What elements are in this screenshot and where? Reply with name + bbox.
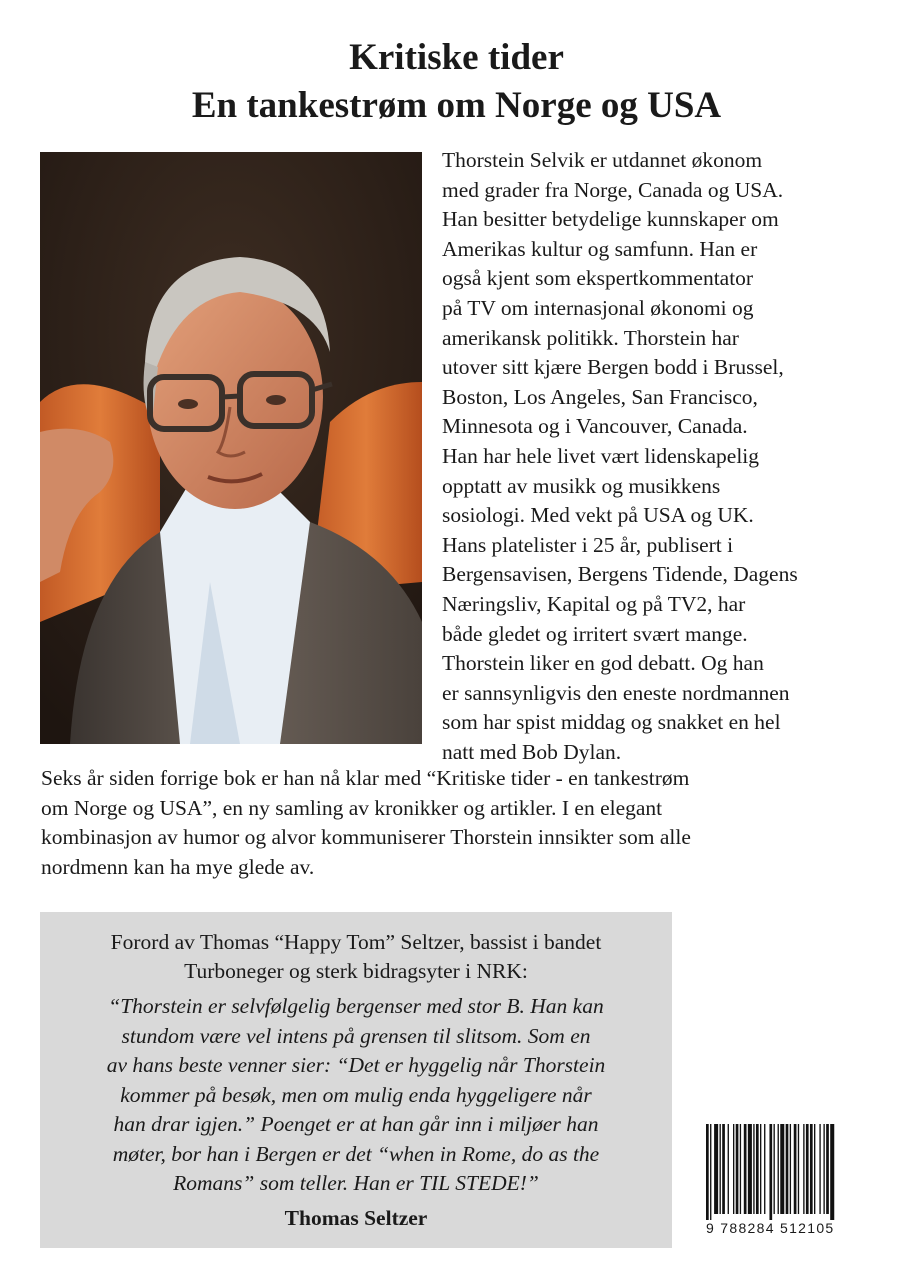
quote-line: stundom være vel intens på grensen til slitsom. Som en [121,1023,591,1048]
barcode-bar [786,1124,789,1214]
description-line: om Norge og USA”, en ny samling av kronikker og artikler. I en elegant [41,795,663,820]
quote-line: Romans” som teller. Han er TIL STEDE!” [173,1171,539,1195]
bio-line: natt med Bob Dylan. [442,739,622,764]
bio-line: med grader fra Norge, Canada og USA. [442,177,784,202]
author-portrait [40,152,422,744]
bio-line: Næringsliv, Kapital og på TV2, har [442,591,746,616]
quote-line: møter, bor han i Bergen er det “when in Rome, do as the [112,1141,600,1166]
bio-line: som har spist middag og snakket en hel [442,710,781,735]
bio-line: Thorstein liker en god debatt. Og han [442,651,764,676]
barcode-bar [744,1124,747,1214]
barcode-bar [706,1124,709,1220]
bio-line: Han har hele livet vært lidenskapelig [442,443,760,468]
portrait-painting-icon [40,152,422,744]
title-line-2: En tankestrøm om Norge og USA [191,85,722,126]
foreword-box [40,912,672,1248]
barcode-bar [826,1124,829,1214]
barcode-bar [823,1124,824,1214]
barcode-bar [778,1124,779,1214]
barcode-bar [753,1124,754,1214]
foreword-quote [40,992,672,1199]
barcode-bar [794,1124,797,1214]
bio-line: Amerikas kultur og samfunn. Han er [442,236,758,261]
bio-line: er sannsynligvis den eneste nordmannen [442,680,790,705]
bio-line: Bergensavisen, Bergens Tidende, Dagens [442,562,798,587]
bio-line: på TV om internasjonal økonomi og [442,295,754,320]
foreword-intro [40,928,672,986]
description-line: kombinasjon av humor og alvor kommuniserer Thorstein innsikter som alle [41,825,691,850]
bio-line: utover sitt kjære Bergen bodd i Brussel, [442,355,784,380]
description-line: Seks år siden forrige bok er han nå klar med “Kritiske tider - en tankestrøm [41,766,690,790]
barcode-bar [830,1124,834,1220]
barcode-bar [710,1124,711,1220]
book-description [41,764,891,882]
bio-line: Han besitter betydelige kunnskaper om [442,207,779,232]
bio-line: opptatt av musikk og musikkens [442,473,721,498]
bio-line: amerikansk politikk. Thorstein har [442,325,739,350]
quote-line: kommer på besøk, men om mulig enda hyggeligere når [120,1082,592,1107]
bio-line: også kjent som ekspertkommentator [442,266,754,291]
barcode-bar [798,1124,799,1214]
foreword-signature: Thomas Seltzer [284,1206,428,1230]
book-title [0,34,913,130]
barcode-bar [819,1124,820,1214]
barcode-bar [733,1124,734,1214]
barcode-bar [764,1124,765,1214]
title-line-1: Kritiske tider [349,37,564,78]
barcode-bar [814,1124,815,1214]
barcode-bar [736,1124,739,1214]
quote-line: av hans beste venner sier: “Det er hyggelig når Thorstein [106,1053,606,1077]
barcode-bar [774,1124,775,1214]
bio-line: Boston, Los Angeles, San Francisco, [442,384,758,409]
barcode-bar [740,1124,741,1214]
isbn-number: 9 788284 512105 [706,1220,835,1236]
barcode-icon [703,1124,845,1220]
quote-line: “Thorstein er selvfølgelig bergenser med stor B. Han kan [108,994,604,1018]
barcode-bar [803,1124,804,1214]
bio-line: både gledet og irritert svært mange. [442,621,748,646]
barcode-bar [810,1124,813,1214]
barcode-bar [722,1124,725,1214]
barcode-bar [748,1124,752,1214]
foreword-intro-line: Forord av Thomas “Happy Tom” Seltzer, bassist i bandet [110,930,602,954]
barcode-bar [714,1124,718,1214]
quote-line: han drar igjen.” Poenget er at han går inn i miljøer han [113,1112,599,1136]
barcode-bar [756,1124,759,1214]
barcode-bar [769,1124,772,1220]
author-bio [442,146,882,767]
barcode-bar [728,1124,729,1214]
foreword-intro-line: Turboneger og sterk bidragsyter i NRK: [184,959,528,983]
bio-line: sosiologi. Med vekt på USA og UK. [442,503,754,528]
barcode-bar [790,1124,791,1214]
barcode-bar [780,1124,784,1214]
barcode-bar [806,1124,809,1214]
barcode-bar [720,1124,721,1214]
barcode-bar [760,1124,761,1214]
bio-line: Minnesota og i Vancouver, Canada. [442,414,748,439]
bio-line: Thorstein Selvik er utdannet økonom [442,148,763,172]
bio-line: Hans platelister i 25 år, publisert i [442,532,734,557]
description-line: nordmenn kan ha mye glede av. [41,854,315,879]
